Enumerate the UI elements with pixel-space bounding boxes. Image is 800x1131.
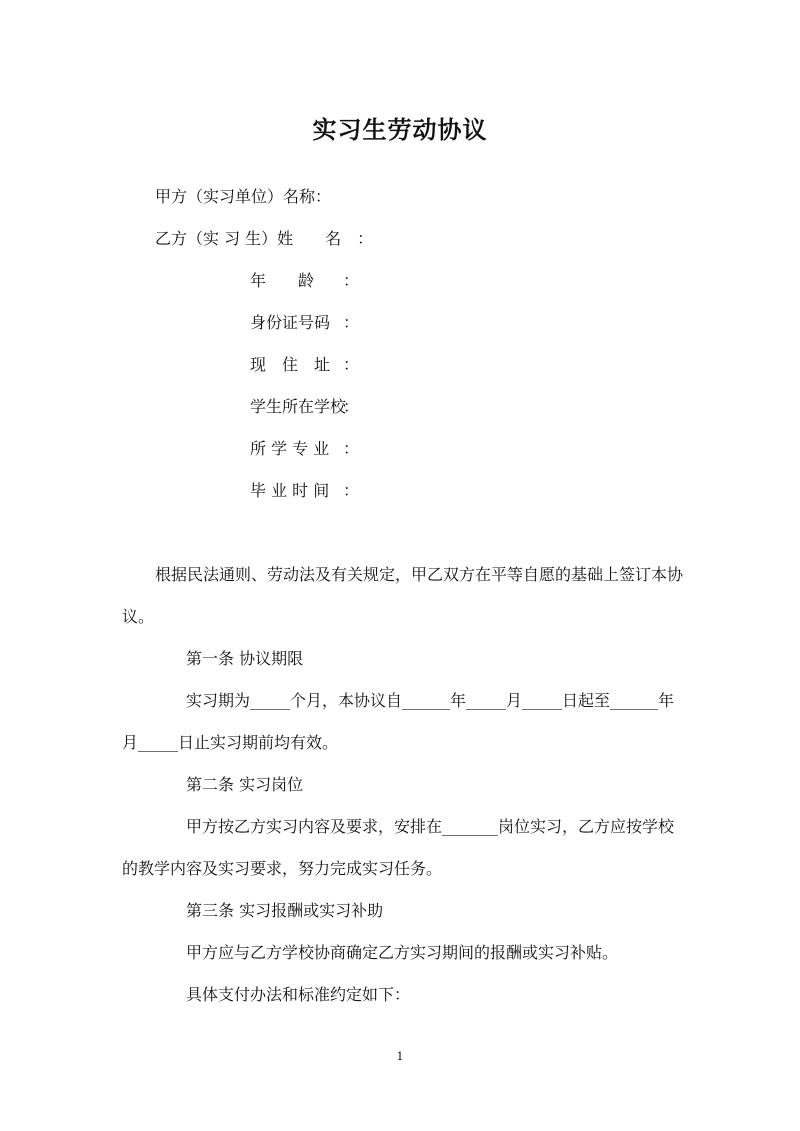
article3-heading: 第三条 实习报酬或实习补助 bbox=[186, 901, 384, 920]
article1-line2: 月_____日止实习期前均有效。 bbox=[122, 733, 339, 752]
field-label-major: 所 学 专 业 bbox=[250, 439, 330, 458]
article2-line1: 甲方按乙方实习内容及要求，安排在_______岗位实习，乙方应按学校 bbox=[186, 817, 675, 836]
page-number: 1 bbox=[396, 1050, 404, 1063]
intro-paragraph-line2: 议。 bbox=[122, 607, 155, 626]
article2-line2: 的教学内容及实习要求，努力完成实习任务。 bbox=[122, 859, 443, 878]
article3-line2: 具体支付办法和标准约定如下： bbox=[186, 985, 411, 1004]
party-a-label: 甲方（实习单位）名称： bbox=[155, 187, 332, 206]
field-colon-age: ： bbox=[343, 271, 360, 290]
party-b-label: 乙方（实 习 生）姓 名 ： bbox=[155, 229, 374, 248]
article3-line1: 甲方应与乙方学校协商确定乙方实习期间的报酬或实习补贴。 bbox=[186, 943, 619, 962]
intro-paragraph-line1: 根据民法通则、劳动法及有关规定，甲乙双方在平等自愿的基础上签订本协 bbox=[155, 565, 684, 584]
field-colon-id-number: ： bbox=[343, 313, 360, 332]
field-colon-school: ： bbox=[343, 397, 360, 416]
article1-heading: 第一条 协议期限 bbox=[186, 649, 304, 668]
document-title: 实习生劳动协议 bbox=[312, 115, 488, 144]
field-label-school: 学生所在学校 bbox=[250, 397, 347, 416]
article2-heading: 第二条 实习岗位 bbox=[186, 775, 304, 794]
article1-line1: 实习期为_____个月，本协议自______年_____月_____日起至______年 bbox=[186, 691, 675, 710]
field-colon-major: ： bbox=[343, 439, 360, 458]
field-label-age: 年 龄 bbox=[250, 271, 315, 290]
field-label-graduation: 毕 业 时 间 bbox=[250, 481, 330, 500]
field-label-address: 现 住 址 bbox=[250, 355, 331, 374]
field-colon-address: ： bbox=[343, 355, 360, 374]
field-colon-graduation: ： bbox=[343, 481, 360, 500]
field-label-id-number: 身份证号码 bbox=[250, 313, 331, 332]
